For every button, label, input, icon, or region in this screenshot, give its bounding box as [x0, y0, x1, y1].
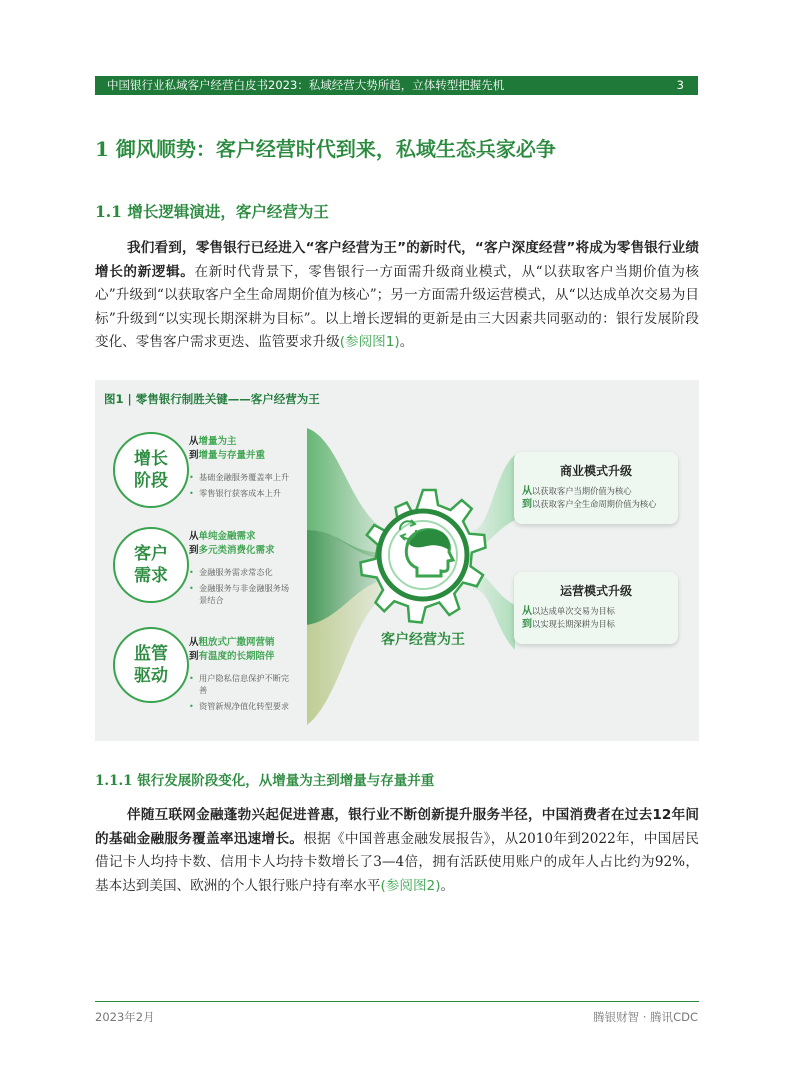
running-header	[95, 76, 698, 95]
to-value: 有温度的长期陪伴	[198, 651, 275, 662]
subsubsection-heading: 1.1.1 银行发展阶段变化，从增量为主到增量与存量并重	[95, 773, 435, 789]
to-key: 到	[522, 619, 532, 630]
from-key: 从	[522, 606, 532, 617]
to-value: 增量与存量并重	[198, 450, 266, 461]
paragraph-2	[95, 804, 699, 898]
factor-circle-regulation	[113, 627, 189, 703]
p2-body: 根据《中国普惠金融发展报告》，从2010年到2022年，中国居民借记卡人均持卡数、信用卡人均持卡数增长了3—4倍，拥有活跃使用账户的成年人占比约为92%，基本达到美国、欧洲的个人银行账户持有率水平	[95, 830, 699, 894]
page-number: 3	[676, 78, 684, 92]
to-key: 到	[189, 651, 199, 662]
figure-1-reference[interactable]: (参阅图1)	[339, 334, 400, 350]
factor-block-regulation	[189, 636, 299, 712]
factor-circle-label: 增长阶段	[134, 449, 168, 491]
p1-end: 。	[399, 334, 414, 350]
from-key: 从	[189, 436, 199, 447]
p1-lead: 我们看到，零售银行已经进入“客户经营为王”的新时代，“客户深度经营”将成为零售银行业绩增长的新逻辑。	[95, 240, 699, 280]
factor-bullet: • 零售银行获客成本上升	[189, 487, 309, 499]
to-key: 到	[189, 545, 199, 556]
factor-circle-growth-stage	[113, 432, 189, 508]
from-value: 单纯金融需求	[198, 531, 256, 542]
card-operating-model	[514, 572, 678, 644]
from-key: 从	[189, 637, 199, 648]
factor-circle-label: 监管驱动	[134, 644, 168, 686]
from-value: 以达成单次交易为目标	[532, 606, 615, 616]
footer-divider	[95, 1001, 699, 1002]
factor-bullet: • 基础金融服务覆盖率上升	[189, 471, 309, 483]
footer-date: 2023年2月	[95, 1010, 155, 1024]
to-key: 到	[189, 450, 199, 461]
factor-circle-label: 客户需求	[134, 544, 168, 586]
from-value: 以获取客户当期价值为核心	[532, 486, 632, 496]
factor-block-demand	[189, 530, 299, 606]
factor-bullet: • 金融服务需求常态化	[189, 566, 299, 578]
section-heading: 1 御风顺势：客户经营时代到来，私域生态兵家必争	[95, 137, 556, 161]
to-value: 以获取客户全生命周期价值为核心	[532, 499, 657, 509]
to-value: 以实现长期深耕为目标	[532, 619, 615, 629]
to-key: 到	[522, 499, 532, 510]
footer-brand: 腾银财智 · 腾讯CDC	[593, 1010, 698, 1024]
p2-lead: 伴随互联网金融蓬勃兴起促进普惠，银行业不断创新提升服务半径，中国消费者在过去12年间的基础金融服务覆盖率迅速增长。	[95, 807, 699, 847]
paragraph-1	[95, 237, 699, 355]
center-label: 客户经营为王	[381, 632, 465, 648]
from-value: 增量为主	[198, 436, 237, 447]
from-value: 粗放式广撒网营销	[198, 637, 275, 648]
card-title: 商业模式升级	[559, 464, 632, 478]
to-value: 多元类消费化需求	[198, 545, 275, 556]
card-title: 运营模式升级	[559, 584, 632, 598]
figure-1-title: 图1 | 零售银行制胜关键——客户经营为王	[104, 392, 320, 406]
factor-bullet: • 用户隐私信息保护不断完善	[189, 672, 295, 696]
from-key: 从	[522, 486, 532, 497]
p2-end: 。	[440, 877, 455, 894]
from-key: 从	[189, 531, 199, 542]
factor-circle-customer-demand	[113, 527, 189, 603]
card-business-model	[514, 452, 678, 524]
figure-2-reference[interactable]: (参阅图2)	[380, 877, 441, 894]
p1-body: 在新时代背景下，零售银行一方面需升级商业模式，从“以获取客户当期价值为核心”升级到“以获取客户全生命周期价值为核心”；另一方面需升级运营模式，从“以达成单次交易为目标”升级到“以实现长期深耕为目标”。以上增长逻辑的更新是由三大因素共同驱动的：银行发展阶段变化、零售客户需求更迭、监管要求升级	[95, 263, 700, 350]
factor-block-growth	[189, 435, 309, 499]
factor-bullet: • 资管新规净值化转型要求	[189, 700, 299, 712]
subsection-heading: 1.1 增长逻辑演进，客户经营为王	[95, 202, 329, 221]
factor-bullet: • 金融服务与非金融服务场景结合	[189, 582, 295, 606]
header-title: 中国银行业私域客户经营白皮书2023：私域经营大势所趋，立体转型把握先机	[107, 78, 505, 92]
